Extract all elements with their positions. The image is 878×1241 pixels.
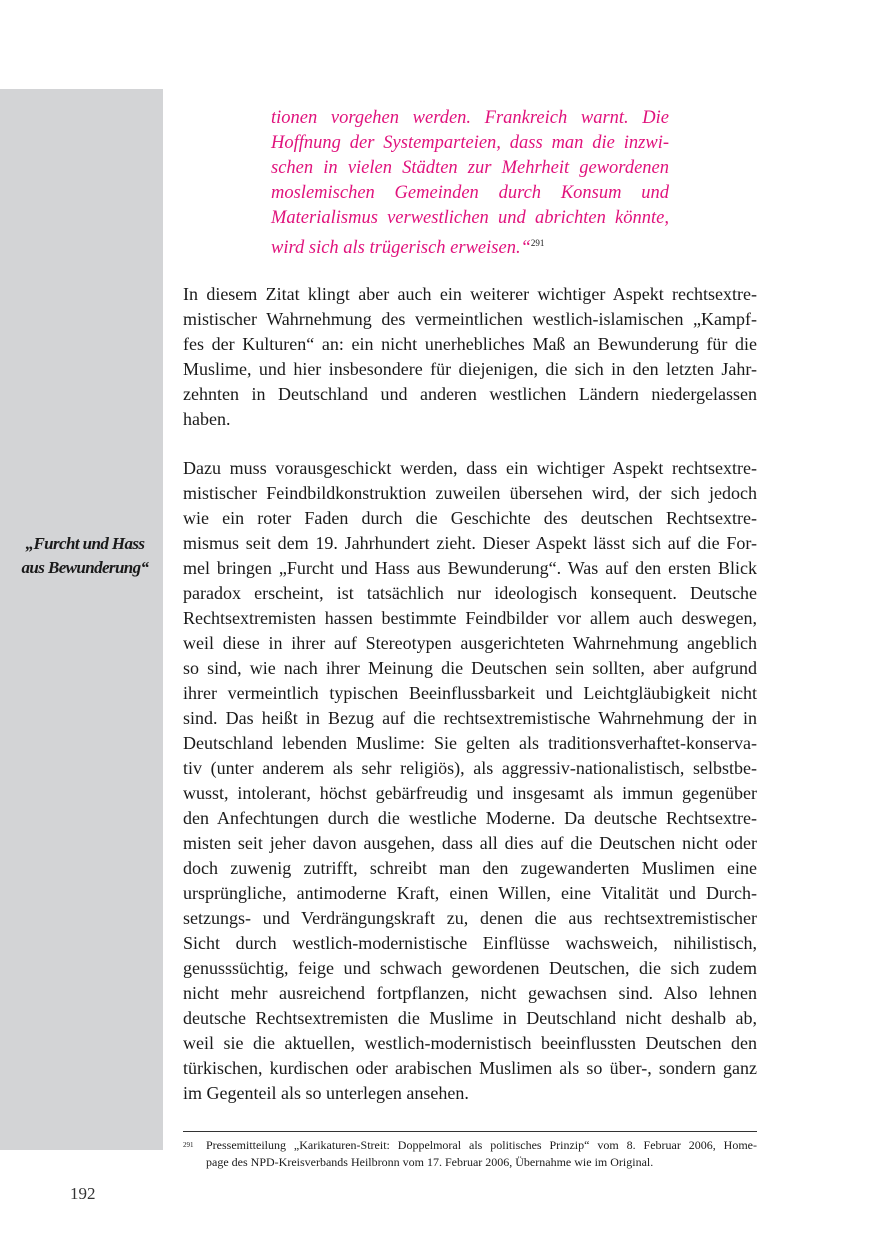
paragraph-line: mistischer Wahrnehmung des vermeintlichen westlich-islamischen „Kampf- (183, 309, 757, 329)
paragraph-line: weil diese in ihrer auf Stereotypen ausgerichteten Wahrnehmung angeblich (183, 633, 757, 653)
paragraph-line: misten seit jeher davon ausgehen, dass all dies auf die Deutschen nicht oder (183, 833, 757, 853)
footnote-text (183, 1137, 757, 1171)
footnote (183, 1137, 757, 1171)
paragraph-line: fes der Kulturen“ an: ein nicht unerhebliches Maß an Bewunderung für die (183, 334, 757, 354)
paragraph-line: setzungs- und Verdrängungskraft zu, denen die aus rechtsextremistischer (183, 908, 757, 928)
paragraph-line: zehnten in Deutschland und anderen westlichen Ländern niedergelassen (183, 384, 757, 404)
footnote-divider (183, 1131, 757, 1132)
footnote-line: Pressemitteilung „Karikaturen-Streit: Doppelmoral als politisches Prinzip“ vom 8. Februar 2006, Home- (206, 1138, 757, 1152)
quote-line: Materialismus verwestlichen und abrichten könnte, (271, 208, 669, 228)
paragraph-line: genusssüchtig, feige und schwach gewordenen Deutschen, die sich zudem (183, 958, 757, 978)
paragraph-line: den Anfechtungen durch die westliche Moderne. Da deutsche Rechtsextre- (183, 808, 757, 828)
paragraph-line: ihrer vermeintlich typischen Beeinflussbarkeit und Leichtgläubigkeit nicht (183, 683, 757, 703)
footnote-number: 291 (183, 1141, 194, 1149)
paragraph-line: so sind, wie nach ihrer Meinung die Deutschen sein sollten, aber aufgrund (183, 658, 757, 678)
paragraph-line: wusst, intolerant, höchst gebärfreudig und insgesamt als immun gegenüber (183, 783, 757, 803)
paragraph-line: deutsche Rechtsextremisten die Muslime in Deutschland nicht deshalb ab, (183, 1008, 757, 1028)
side-heading-line-2: aus Bewunderung“ (21, 558, 149, 577)
quote-line-last-text: wird sich als trügerisch erweisen.“ (271, 238, 531, 258)
paragraph-1 (183, 282, 757, 432)
paragraph-2 (183, 456, 757, 1106)
paragraph-line: Sicht durch westlich-modernistische Einflüsse wachsweich, nihilistisch, (183, 933, 757, 953)
side-heading-line-1: „Furcht und Hass (25, 534, 145, 553)
paragraph-line: wie ein roter Faden durch die Geschichte des deutschen Rechtsextre- (183, 508, 757, 528)
paragraph-line: nicht mehr ausreichend fortpflanzen, nicht gewachsen sind. Also lehnen (183, 983, 757, 1003)
paragraph-line: paradox erscheint, ist tatsächlich nur ideologisch konsequent. Deutsche (183, 583, 757, 603)
footnote-reference[interactable]: 291 (530, 238, 545, 248)
paragraph-line: haben. (183, 409, 231, 429)
paragraph-line: Deutschland lebenden Muslime: Sie gelten als traditionsverhaftet-konserva- (183, 733, 757, 753)
paragraph-line: mismus seit dem 19. Jahrhundert zieht. Dieser Aspekt lässt sich auf die For- (183, 533, 757, 553)
page-number: 192 (70, 1184, 96, 1203)
paragraph-line: Muslime, und hier insbesondere für diejenigen, die sich in den letzten Jahr- (183, 359, 757, 379)
margin-bar (0, 89, 163, 1150)
block-quote (271, 106, 669, 256)
paragraph-line: Rechtsextremisten hassen bestimmte Feindbilder vor allem auch deswegen, (183, 608, 757, 628)
paragraph-line: ursprüngliche, antimoderne Kraft, einen Willen, eine Vitalität und Durch- (183, 883, 757, 903)
paragraph-line: mel bringen „Furcht und Hass aus Bewunderung“. Was auf den ersten Blick (183, 558, 757, 578)
quote-line-last (271, 231, 669, 256)
quote-line: Hoffnung der Systemparteien, dass man die inzwi- (271, 133, 669, 153)
paragraph-line: weil sie die aktuellen, westlich-modernistisch beeinflussten Deutschen den (183, 1033, 757, 1053)
paragraph-line: türkischen, kurdischen oder arabischen Muslimen als so über-, sondern ganz (183, 1058, 757, 1078)
paragraph-line: mistischer Feindbildkonstruktion zuweilen übersehen wird, der sich jedoch (183, 483, 757, 503)
quote-line: tionen vorgehen werden. Frankreich warnt. Die (271, 108, 669, 128)
quote-line: schen in vielen Städten zur Mehrheit gewordenen (271, 158, 669, 178)
paragraph-line: Dazu muss vorausgeschickt werden, dass ein wichtiger Aspekt rechtsextre- (183, 458, 757, 478)
quote-line: moslemischen Gemeinden durch Konsum und (271, 183, 669, 203)
paragraph-line: sind. Das heißt in Bezug auf die rechtsextremistische Wahrnehmung der in (183, 708, 757, 728)
paragraph-line: In diesem Zitat klingt aber auch ein weiterer wichtiger Aspekt rechtsextre- (183, 284, 757, 304)
footnote-line: page des NPD-Kreisverbands Heilbronn vom 17. Februar 2006, Übernahme wie im Original. (206, 1155, 654, 1169)
side-heading (0, 532, 170, 580)
paragraph-line: im Gegenteil als so unterlegen ansehen. (183, 1083, 469, 1103)
paragraph-line: tiv (unter anderem als sehr religiös), als aggressiv-nationalistisch, selbstbe- (183, 758, 757, 778)
paragraph-line: doch zuwenig zutrifft, schreibt man den zugewanderten Muslimen eine (183, 858, 757, 878)
